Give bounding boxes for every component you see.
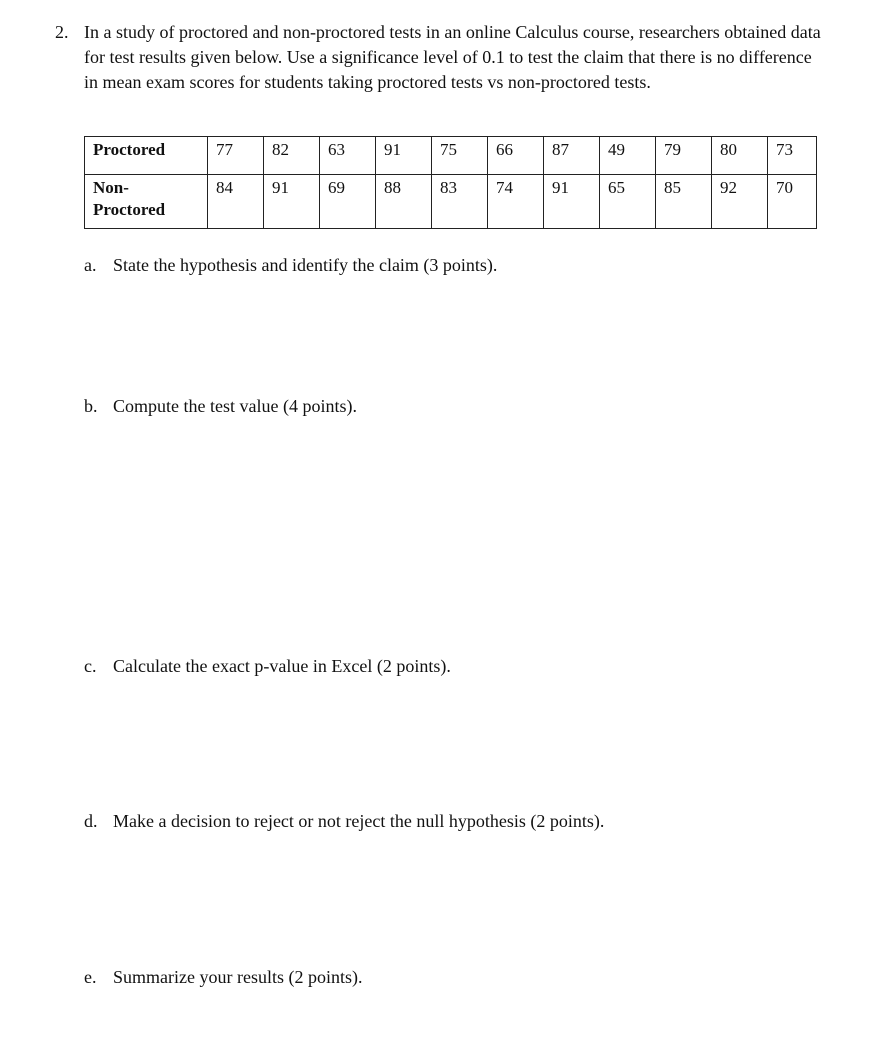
- table-cell: 66: [488, 137, 544, 175]
- table-cell: 73: [768, 137, 817, 175]
- part-text: Calculate the exact p-value in Excel (2 points).: [113, 656, 451, 676]
- table-cell: 91: [544, 175, 600, 229]
- table-cell: 83: [432, 175, 488, 229]
- table-cell: 91: [376, 137, 432, 175]
- part-text: State the hypothesis and identify the claim (3 points).: [113, 255, 498, 275]
- table-cell: 49: [600, 137, 656, 175]
- part-a: [84, 253, 497, 277]
- part-text: Make a decision to reject or not reject the null hypothesis (2 points).: [113, 811, 605, 831]
- table-cell: 91: [264, 175, 320, 229]
- part-letter: e.: [84, 967, 97, 987]
- table-cell: 69: [320, 175, 376, 229]
- question-number: 2.: [55, 22, 69, 42]
- part-letter: a.: [84, 255, 97, 275]
- table-cell: 63: [320, 137, 376, 175]
- table-cell: 79: [656, 137, 712, 175]
- table-row-non-proctored: [85, 175, 817, 229]
- table-cell: 84: [208, 175, 264, 229]
- table-row-proctored: [85, 137, 817, 175]
- table-cell: 88: [376, 175, 432, 229]
- part-letter: d.: [84, 811, 98, 831]
- part-e: [84, 965, 362, 989]
- table-cell: 92: [712, 175, 768, 229]
- part-letter: c.: [84, 656, 97, 676]
- table-cell: 70: [768, 175, 817, 229]
- part-letter: b.: [84, 396, 98, 416]
- table-cell: 87: [544, 137, 600, 175]
- table-cell: 65: [600, 175, 656, 229]
- scores-table: [84, 136, 817, 229]
- table-cell: 80: [712, 137, 768, 175]
- row-header-line2: Proctored: [93, 200, 166, 219]
- part-text: Summarize your results (2 points).: [113, 967, 363, 987]
- table-cell: 77: [208, 137, 264, 175]
- row-header-non-proctored: [85, 175, 208, 229]
- part-c: [84, 654, 451, 678]
- row-header-proctored: Proctored: [85, 137, 208, 175]
- table-cell: 82: [264, 137, 320, 175]
- part-b: [84, 394, 357, 418]
- part-text: Compute the test value (4 points).: [113, 396, 357, 416]
- part-d: [84, 809, 604, 833]
- table-cell: 85: [656, 175, 712, 229]
- table-cell: 74: [488, 175, 544, 229]
- row-header-line1: Non-: [93, 178, 129, 197]
- question-text: In a study of proctored and non-proctored tests in an online Calculus course, researchers obtained data for test results given below. Use a significance level of 0.1 to test the claim that there is no difference in mean exam scores for students taking proctored tests vs non-proctored tests.: [84, 22, 821, 92]
- table-cell: 75: [432, 137, 488, 175]
